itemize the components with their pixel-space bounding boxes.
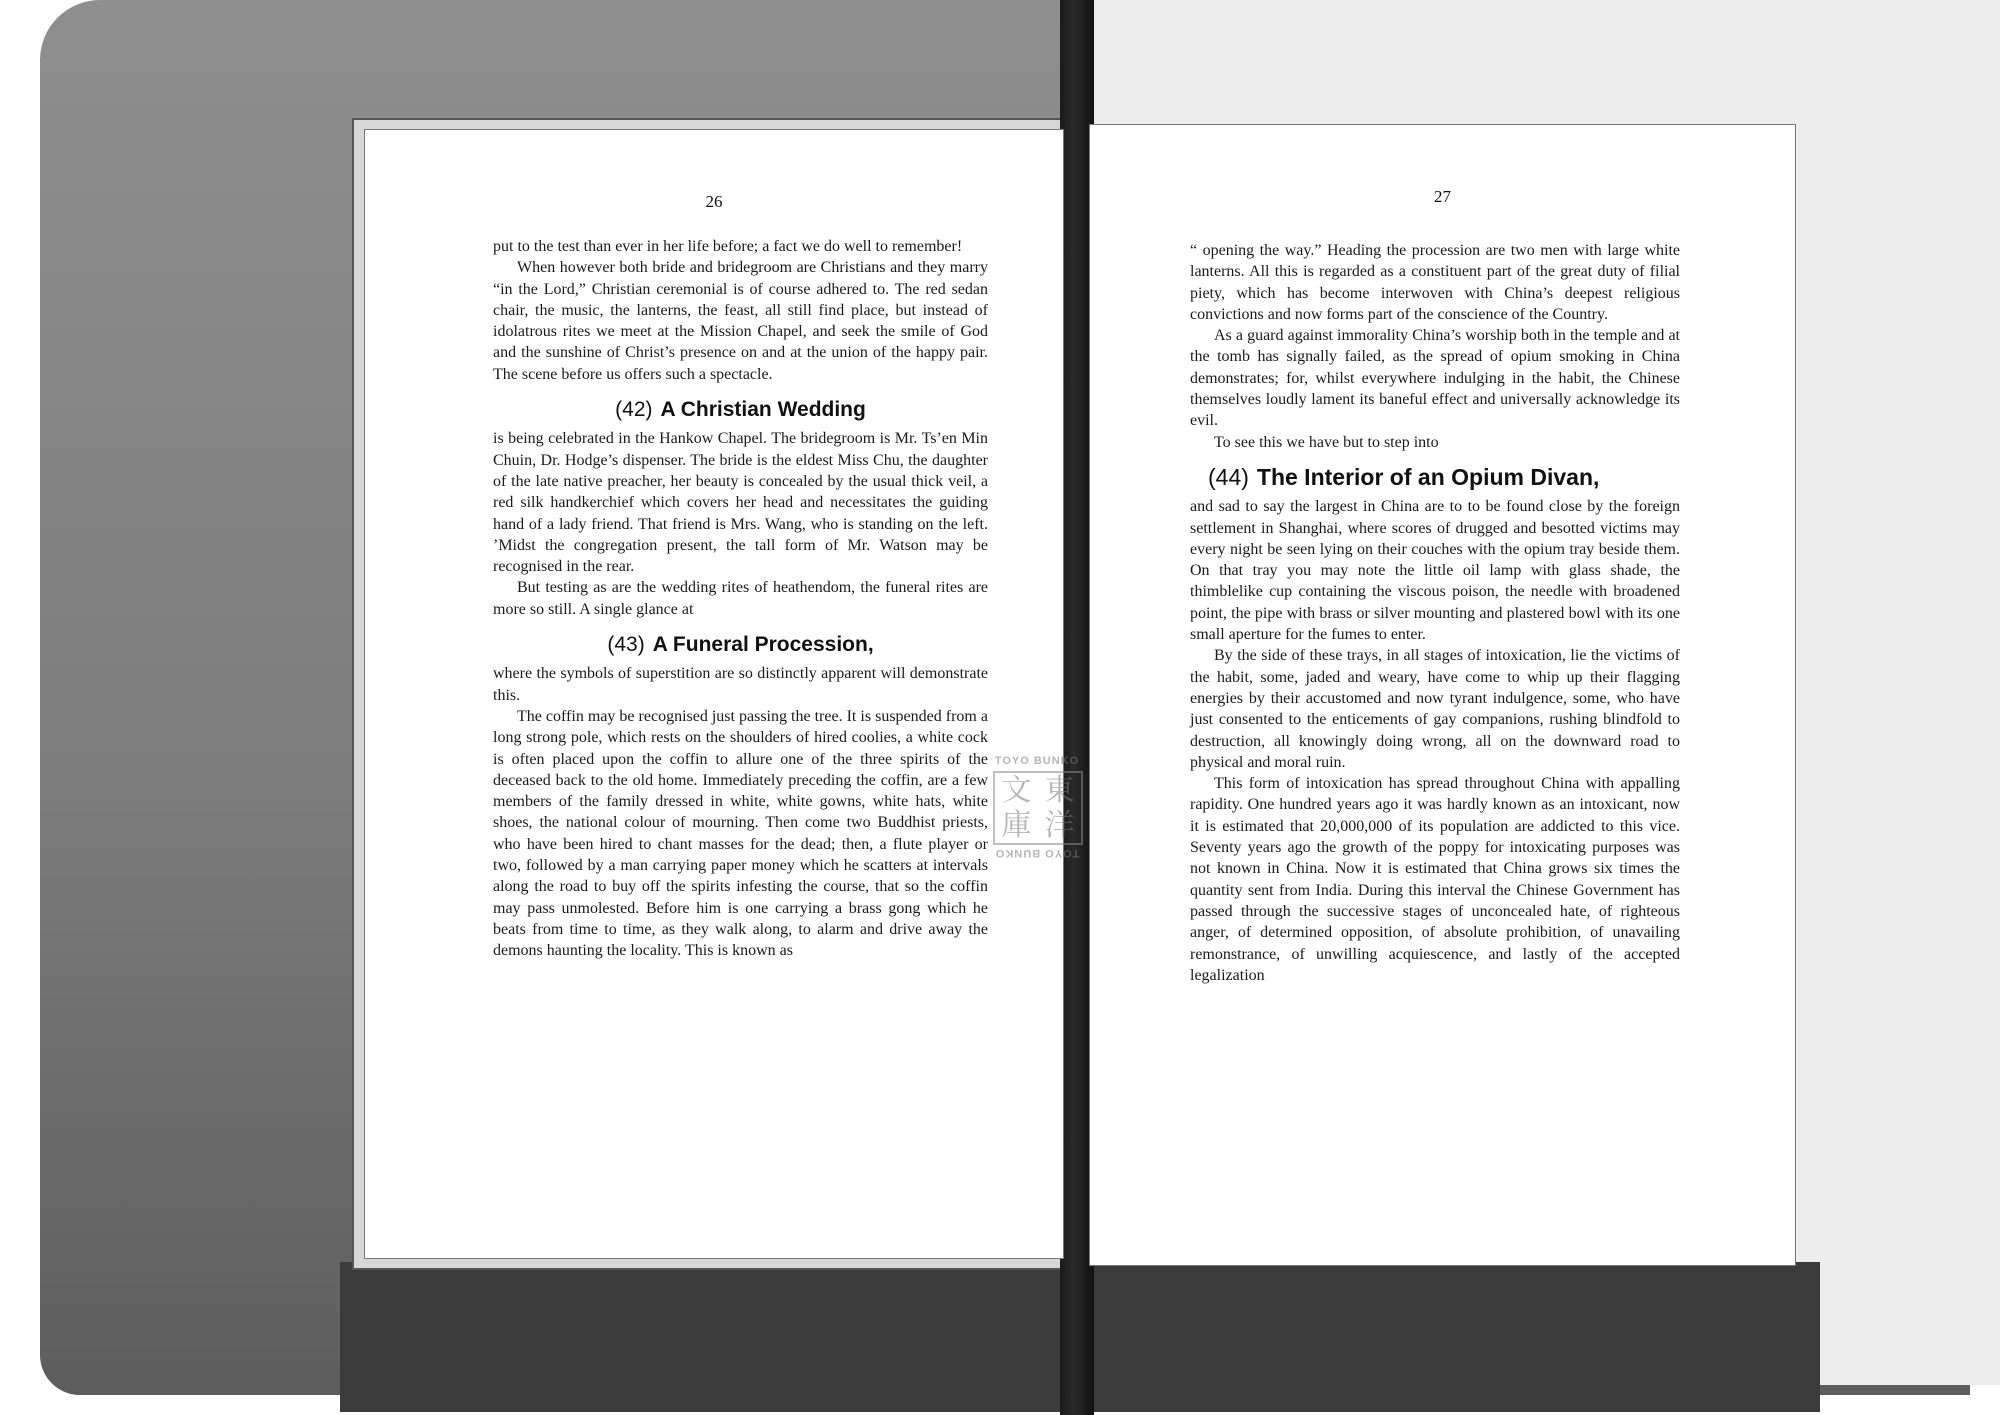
paragraph: “ opening the way.” Heading the procession are two men with large white lanterns. All this is regarded as a constituent part of the great duty of filial piety, which has become interwoven with China’s deepest religious convictions and now forms part of the conscience of the Country. [1190,242,1680,323]
paragraph: where the symbols of superstition are so distinctly apparent will demonstrate this. [493,665,988,704]
paragraph: As a guard against immorality China’s worship both in the temple and at the tomb has signally failed, as the spread of opium smoking in China demonstrates; for, whilst everywhere indulging in the habit, the Chinese themselves loudly lament its baneful effect and universally acknowledge its evil. [1190,327,1680,430]
library-stamp [985,755,1089,859]
paragraph: and sad to say the largest in China are to to be found close by the foreign settlement in Shanghai, where scores of drugged and besotted victims may every night be seen lying on their couches with the opium tray beside them. On that tray you may note the little oil lamp with glass shade, the thimblelike cup containing the viscous poison, the needle with broadened point, the pipe with brass or silver mounting and plastered bowl with its one small aperture for the fumes to enter. [1190,498,1680,644]
right-text-column [1190,240,1680,986]
left-text-column [493,236,988,962]
section-heading-43 [493,634,988,655]
stamp-glyph: 文 [1001,774,1032,807]
section-heading-42 [493,399,988,420]
paragraph: By the side of these trays, in all stages of intoxication, lie the victims of the habit, some, jaded and weary, have come to whip up their flagging energies by their accustomed and now tyrant indulgence, some, who have just consented to the enticements of gay companions, rushing blindfold to destruction, all knowingly doing wrong, all on the downward road to physical and moral ruin. [1190,647,1680,771]
section-number: (44) [1208,463,1249,490]
paragraph: The coffin may be recognised just passing the tree. It is suspended from a long strong pole, which rests on the shoulders of hired coolies, a white cock is often placed upon the coffin to allure one of the three spirits of the deceased back to the old home. Immediately preceding the coffin, are a few members of the family dressed in white, white gowns, white hats, white shoes, the national colour of mourning. Then come two Buddhist priests, who have been hired to chant masses for the dead; then, a flute player or two, followed by a man carrying paper money which he scatters at intervals along the road to buy off the spirits infesting the course, that so the coffin may pass unmolested. Before him is one carrying a brass gong which he beats from time to time, as they walk along, to alarm and drive away the demons haunting the locality. This is known as [493,707,988,960]
section-number: (42) [615,398,653,422]
stamp-glyph: 東 [1044,774,1075,807]
stamp-glyph: 洋 [1044,809,1075,842]
stamp-glyph: 庫 [1001,809,1032,842]
stamp-bottom-text: TOYO BUNKO [994,847,1080,859]
stamp-seal [993,771,1083,845]
paragraph: This form of intoxication has spread throughout China with appalling rapidity. One hundred years ago it was hardly known as an intoxicant, now it is estimated that 20,000,000 of its population are addicted to this vice. Seventy years ago the growth of the poppy for intoxicating purposes was not known in China. Now it is estimated that China grows six times the quantity sent from India. During this interval the Chinese Government has passed through the successive stages of unconcealed hate, of righteous anger, of determined opposition, of absolute prohibition, of unavailing remonstrance, of unwilling acquiescence, and lastly of the accepted legalization [1190,775,1680,984]
stamp-top-text: TOYO BUNKO [994,755,1080,767]
paragraph: But testing as are the wedding rites of heathendom, the funeral rites are more so still. A single glance at [493,579,988,618]
book-binding [1060,0,1094,1415]
section-heading-44 [1190,463,1680,490]
section-title: A Funeral Procession, [652,633,874,657]
section-title: The Interior of an Opium Divan, [1256,463,1600,490]
right-page [1090,125,1795,1265]
paragraph: When however both bride and bridegroom are Christians and they marry “in the Lord,” Christian ceremonial is of course adhered to. The red sedan chair, the music, the lanterns, the feast, all still find place, but instead of idolatrous rites we meet at the Mission Chapel, and seek the smile of God and the sunshine of Christ’s presence on and at the union of the happy pair. The scene before us offers such a spectacle. [493,259,988,383]
page-number: 27 [1434,187,1451,206]
left-page [365,130,1063,1258]
section-number: (43) [607,633,645,657]
paragraph: put to the test than ever in her life before; a fact we do well to remember! [493,238,963,255]
paragraph: To see this we have but to step into [1214,433,1439,451]
section-title: A Christian Wedding [660,398,866,422]
paragraph: is being celebrated in the Hankow Chapel. The bridegroom is Mr. Ts’en Min Chuin, Dr. Hodge’s dispenser. The bride is the eldest Miss Chu, the daughter of the late native preacher, her beauty is concealed by the usual thick veil, a red silk handkerchief which covers her head and necessitates the guiding hand of a lady friend. That friend is Mrs. Wang, who is standing on the left. ’Midst the congregation present, the tall form of Mr. Watson may be recognised in the rear. [493,430,988,576]
page-number: 26 [705,192,723,211]
